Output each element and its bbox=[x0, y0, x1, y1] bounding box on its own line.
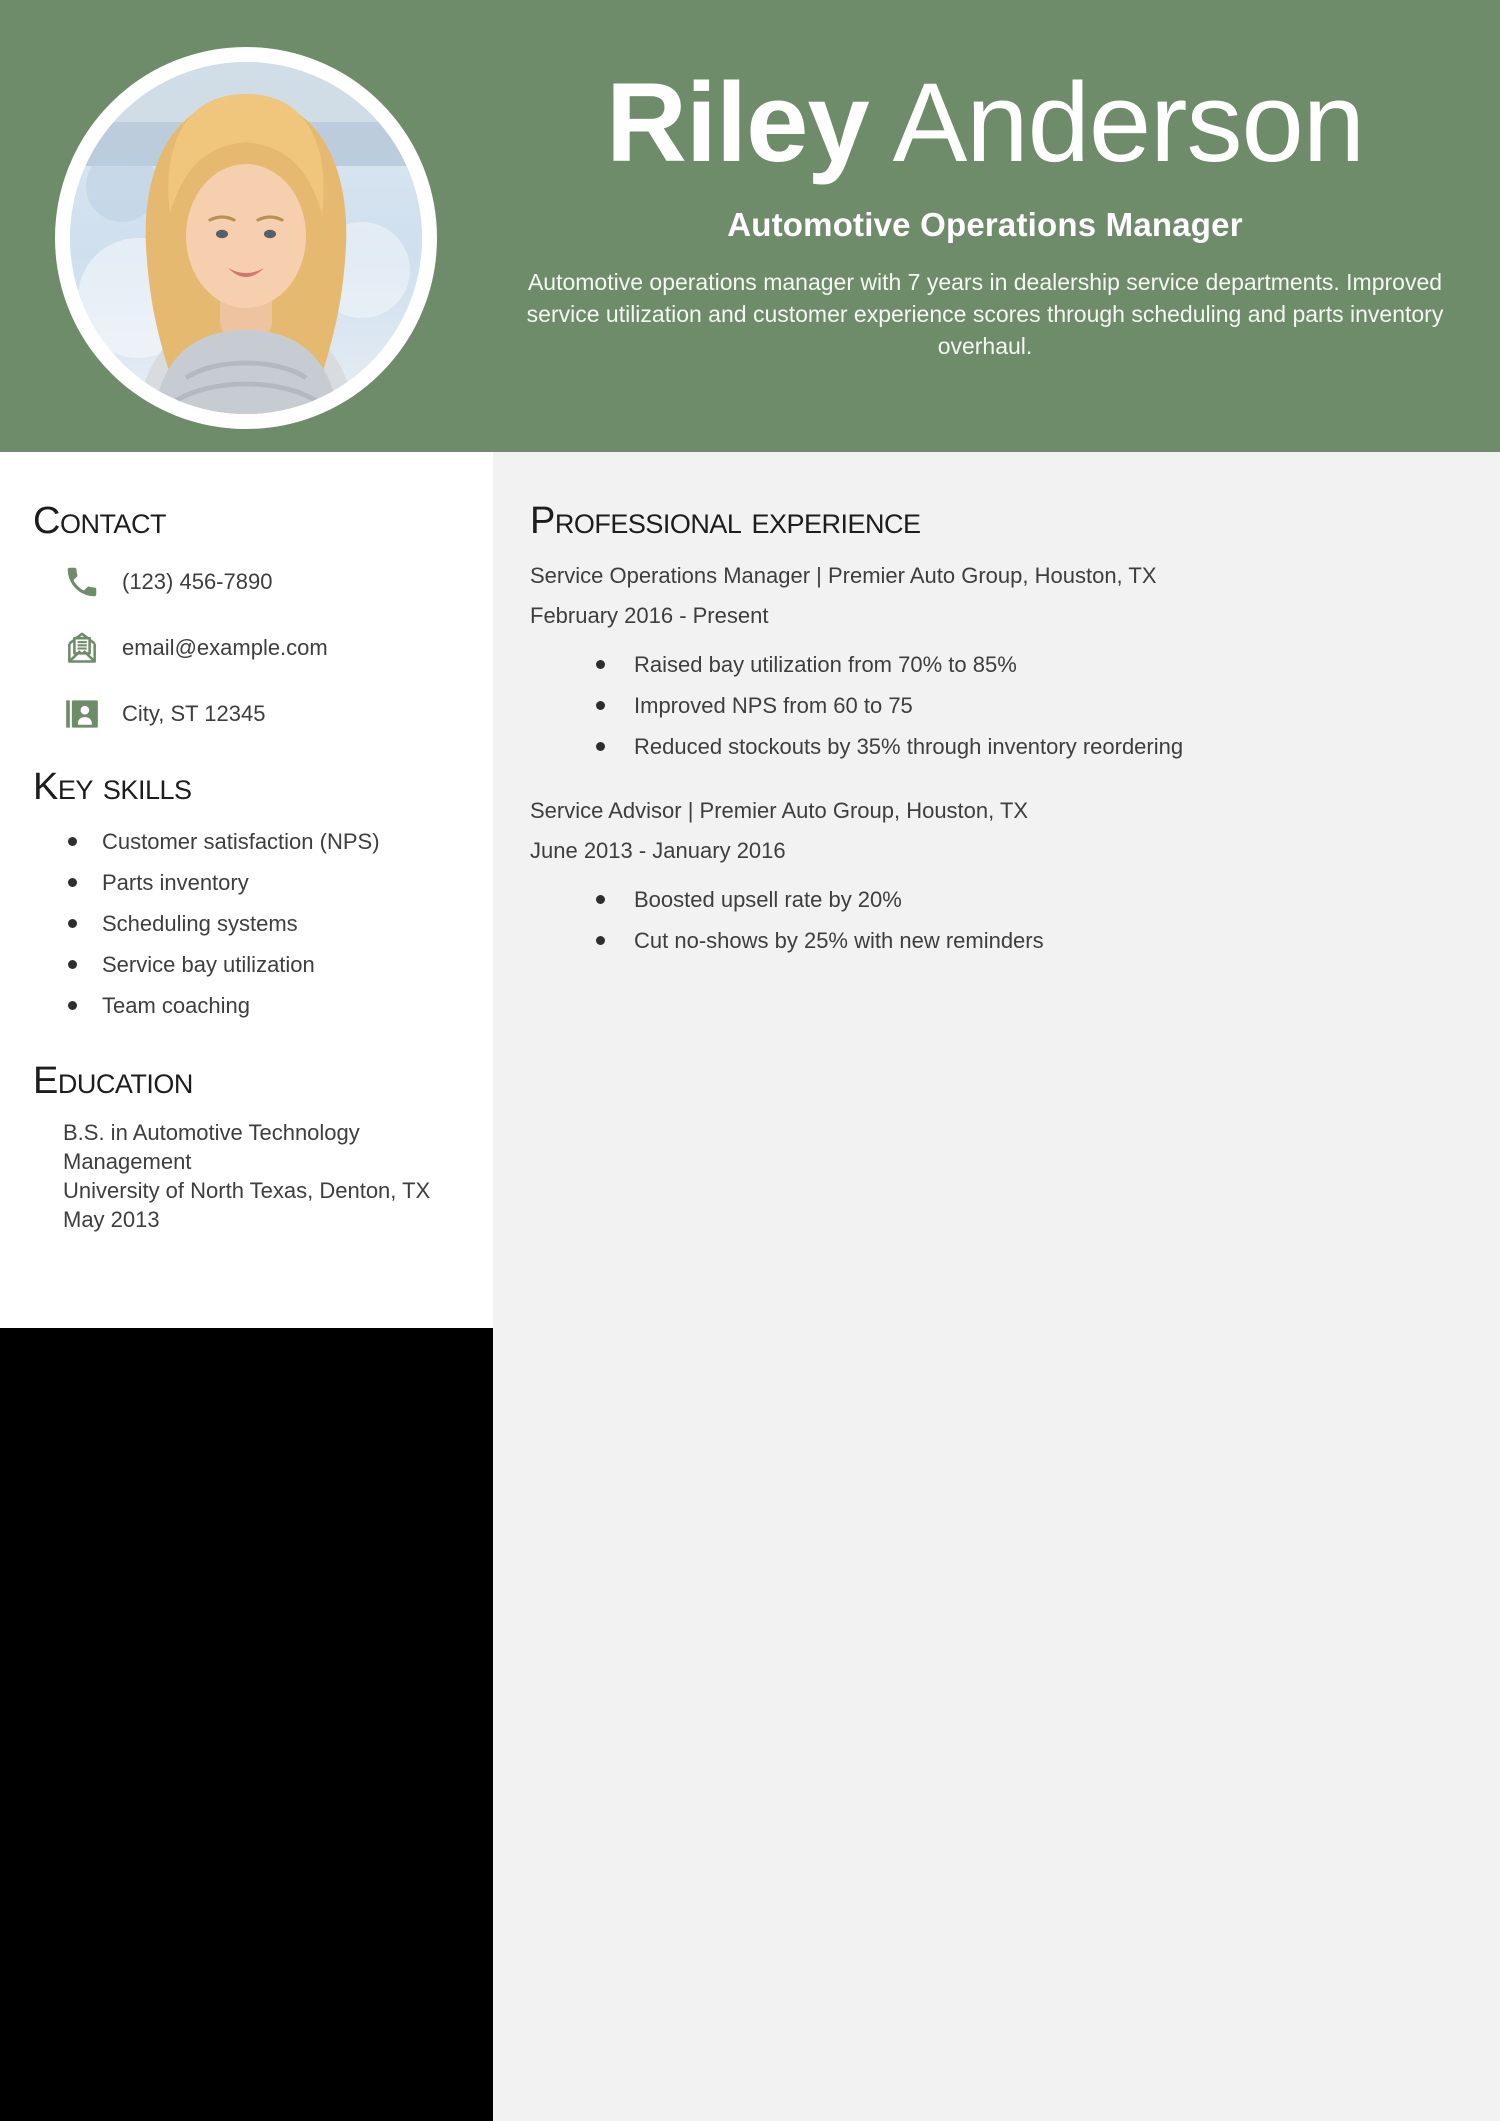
skill-item: Service bay utilization bbox=[33, 944, 481, 985]
job-bullet: Cut no-shows by 25% with new reminders bbox=[530, 920, 1460, 961]
black-panel bbox=[0, 1328, 493, 2121]
contact-row-address bbox=[33, 692, 481, 736]
job-entry bbox=[530, 791, 1460, 961]
email-address: email@example.com bbox=[122, 634, 328, 660]
job-dates: June 2013 - January 2016 bbox=[530, 837, 786, 863]
job-bullet: Boosted upsell rate by 20% bbox=[530, 879, 1460, 920]
education-school: University of North Texas, Denton, TX bbox=[63, 1178, 431, 1204]
education-date: May 2013 bbox=[63, 1207, 160, 1233]
job-bullet: Improved NPS from 60 to 75 bbox=[530, 685, 1460, 726]
phone-number: (123) 456-7890 bbox=[122, 568, 273, 594]
skill-item: Parts inventory bbox=[33, 862, 481, 903]
education-section bbox=[33, 1060, 481, 1234]
contact-row-phone bbox=[33, 560, 481, 604]
address-icon bbox=[63, 695, 101, 733]
header-text-block bbox=[480, 0, 1490, 362]
last-name: Anderson bbox=[892, 60, 1365, 185]
education-entry bbox=[33, 1118, 447, 1234]
education-heading: Education bbox=[33, 1060, 193, 1103]
experience-heading: Professional experience bbox=[530, 500, 921, 542]
job-entry bbox=[530, 556, 1460, 767]
contact-row-email bbox=[33, 626, 481, 670]
skill-item: Scheduling systems bbox=[33, 903, 481, 944]
skills-list bbox=[33, 821, 481, 1026]
key-skills-section bbox=[33, 766, 481, 1027]
header-band bbox=[0, 0, 1500, 452]
person-name bbox=[480, 60, 1490, 185]
contact-list bbox=[33, 560, 481, 736]
profile-photo bbox=[55, 47, 437, 429]
email-icon bbox=[63, 629, 101, 667]
main-column bbox=[493, 452, 1500, 2121]
skill-item: Customer satisfaction (NPS) bbox=[33, 821, 481, 862]
job-title-line: Service Advisor | Premier Auto Group, Houston, TX bbox=[530, 797, 1029, 823]
education-degree: B.S. in Automotive Technology Management bbox=[63, 1120, 360, 1175]
job-bullet: Reduced stockouts by 35% through inventory reordering bbox=[530, 726, 1460, 767]
profile-photo-illustration bbox=[70, 62, 422, 414]
address-text: City, ST 12345 bbox=[122, 700, 266, 726]
phone-icon bbox=[63, 563, 101, 601]
summary-text: Automotive operations manager with 7 years in dealership service departments. Improved service utilization and customer experience scores through scheduling and parts inventory overhaul. bbox=[526, 268, 1444, 359]
contact-heading: Contact bbox=[33, 500, 166, 542]
key-skills-heading: Key skills bbox=[33, 765, 192, 808]
job-bullet-list bbox=[530, 644, 1460, 767]
skill-item: Team coaching bbox=[33, 985, 481, 1026]
header-job-title: Automotive Operations Manager bbox=[727, 205, 1243, 243]
job-title-line: Service Operations Manager | Premier Auto Group, Houston, TX bbox=[530, 562, 1157, 588]
job-dates: February 2016 - Present bbox=[530, 602, 769, 628]
job-bullet-list bbox=[530, 879, 1460, 961]
job-bullet: Raised bay utilization from 70% to 85% bbox=[530, 644, 1460, 685]
first-name: Riley bbox=[605, 60, 869, 185]
